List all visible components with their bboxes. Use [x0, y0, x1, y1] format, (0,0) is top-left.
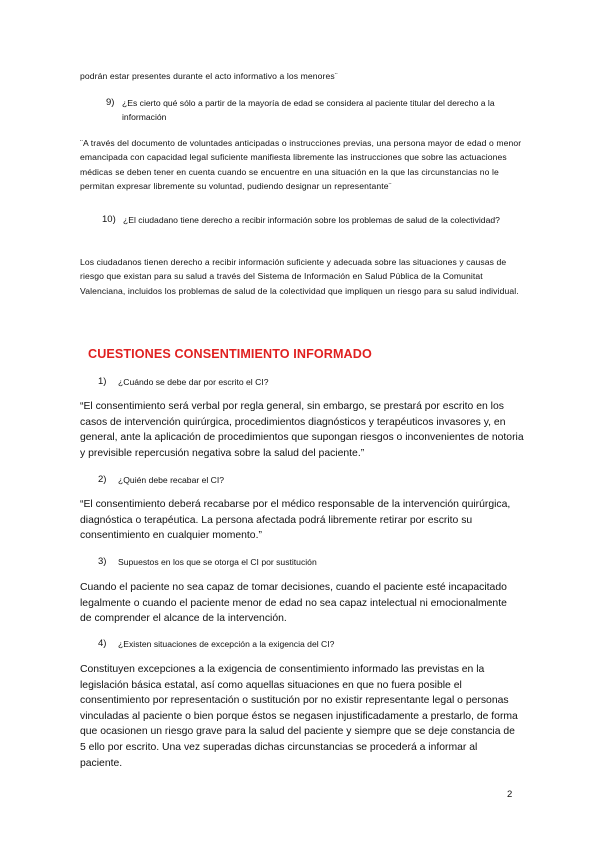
ci-question-1 — [98, 376, 478, 392]
question-9-text: ¿Es cierto qué sólo a partir de la mayoría de edad se considera al paciente titular del derecho a la información — [122, 98, 495, 122]
ci-question-3-number: 3) — [98, 556, 107, 567]
question-9 — [106, 97, 516, 127]
page-number: 2 — [507, 789, 513, 800]
ci-answer-3: Cuando el paciente no sea capaz de tomar decisiones, cuando el paciente esté incapacitado legalmente o cuando el paciente menor de edad no sea capaz intelectual ni emocionalmente de comprender el alcance de la intervención. — [80, 582, 507, 625]
ci-answer-1: “El consentimiento será verbal por regla general, sin embargo, se prestará por escrito en los casos de intervención quirúrgica, procedimientos diagnósticos y terapéuticos invasores y, en general, ante la aplicación de procedimientos que supongan riesgos o inconvenientes de notoria y previsible repercusión negativa sobre la salud del paciente.” — [80, 401, 524, 459]
question-10-number: 10) — [102, 214, 116, 225]
ci-question-3-text: Supuestos en los que se otorga el CI por sustitución — [118, 557, 317, 567]
answer-10: Los ciudadanos tienen derecho a recibir información suficiente y adecuada sobre las situaciones y causas de riesgo que existan para su salud a través del Sistema de Información en Salud Pública de la Comunitat Valenciana, incluidos los problemas de salud de la colectividad que impliquen un riesgo para su salud individual. — [80, 257, 519, 296]
ci-answer-4: Constituyen excepciones a la exigencia de consentimiento informado las previstas en la legislación básica estatal, así como aquellas situaciones en que no fuera posible el consentimiento por representación o sustitución por no existir representante legal o personas vinculadas al paciente o bien porque éstos se negasen injustificadamente a prestarlo, de forma que ocasionen un riesgo grave para la salud del paciente y siempre que se deje constancia de 5 ello por escrito. Una vez superadas dichas circunstancias se procederá a informar al paciente. — [80, 664, 518, 769]
ci-question-4-text: ¿Existen situaciones de excepción a la exigencia del CI? — [118, 639, 335, 649]
ci-answer-2: “El consentimiento deberá recabarse por el médico responsable de la intervención quirúrgica, diagnóstica o terapéutica. La persona afectada podrá libremente retirar por escrito su consentimiento en cualquier momento.” — [80, 499, 511, 542]
ci-question-4 — [98, 638, 478, 654]
question-10 — [102, 214, 516, 244]
ci-question-2-text: ¿Quién debe recabar el CI? — [118, 475, 225, 485]
question-9-number: 9) — [106, 97, 115, 108]
intro-line: podrán estar presentes durante el acto informativo a los menores¨ — [80, 71, 338, 81]
ci-question-2-number: 2) — [98, 474, 107, 485]
answer-9: ¨A través del documento de voluntades anticipadas o instrucciones previas, una persona mayor de edad o menor emancipada con capacidad legal suficiente manifiesta libremente las instrucciones que sobre las actuaciones médicas se deben tener en cuenta cuando se encuentre en una situación en la que las circunstancias no le permitan expresar libremente su voluntad, pudiendo designar un representante¨ — [80, 138, 522, 192]
question-10-text: ¿El ciudadano tiene derecho a recibir información sobre los problemas de salud de la colectividad? — [123, 215, 500, 225]
ci-question-1-text: ¿Cuándo se debe dar por escrito el CI? — [118, 377, 269, 387]
section-title: CUESTIONES CONSENTIMIENTO INFORMADO — [88, 347, 372, 361]
ci-question-1-number: 1) — [98, 376, 107, 387]
ci-question-4-number: 4) — [98, 638, 107, 649]
ci-question-2 — [98, 474, 478, 490]
ci-question-3 — [98, 556, 478, 572]
